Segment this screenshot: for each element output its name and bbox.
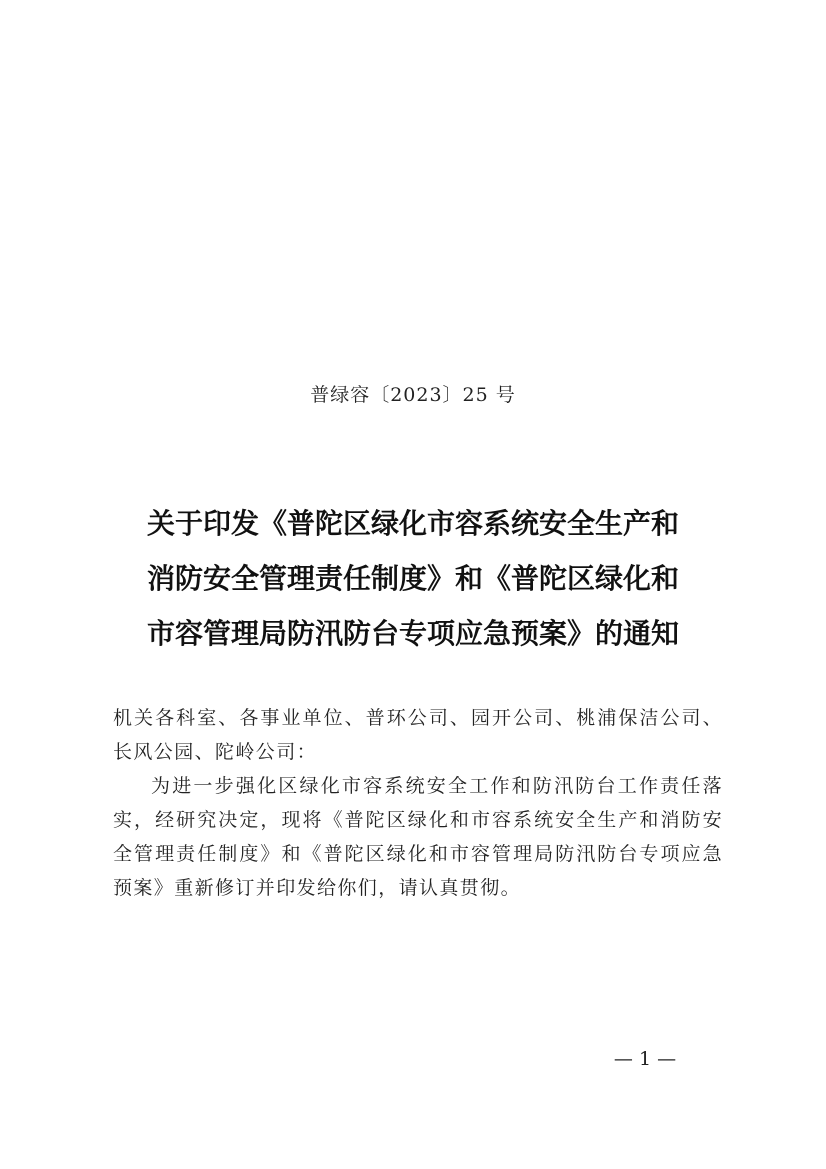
title-line-1: 关于印发《普陀区绿化市容系统安全生产和 [146,507,679,540]
document-title [113,496,713,661]
page-number: — 1 — [613,1048,677,1070]
document-body [113,701,723,905]
title-line-3: 市容管理局防汛防台专项应急预案》的通知 [146,617,679,650]
body-paragraph: 为进一步强化区绿化市容系统安全工作和防汛防台工作责任落实，经研究决定，现将《普陀区绿化和市容系统安全生产和消防安全管理责任制度》和《普陀区绿化和市容管理局防汛防台专项应急预案》重新修订并印发给你们，请认真贯彻。 [113,775,723,899]
document-number: 普绿容〔2023〕25 号 [310,384,516,406]
title-line-2: 消防安全管理责任制度》和《普陀区绿化和 [146,562,679,595]
addressee: 机关各科室、各事业单位、普环公司、园开公司、桃浦保洁公司、长风公园、陀岭公司： [113,707,723,763]
